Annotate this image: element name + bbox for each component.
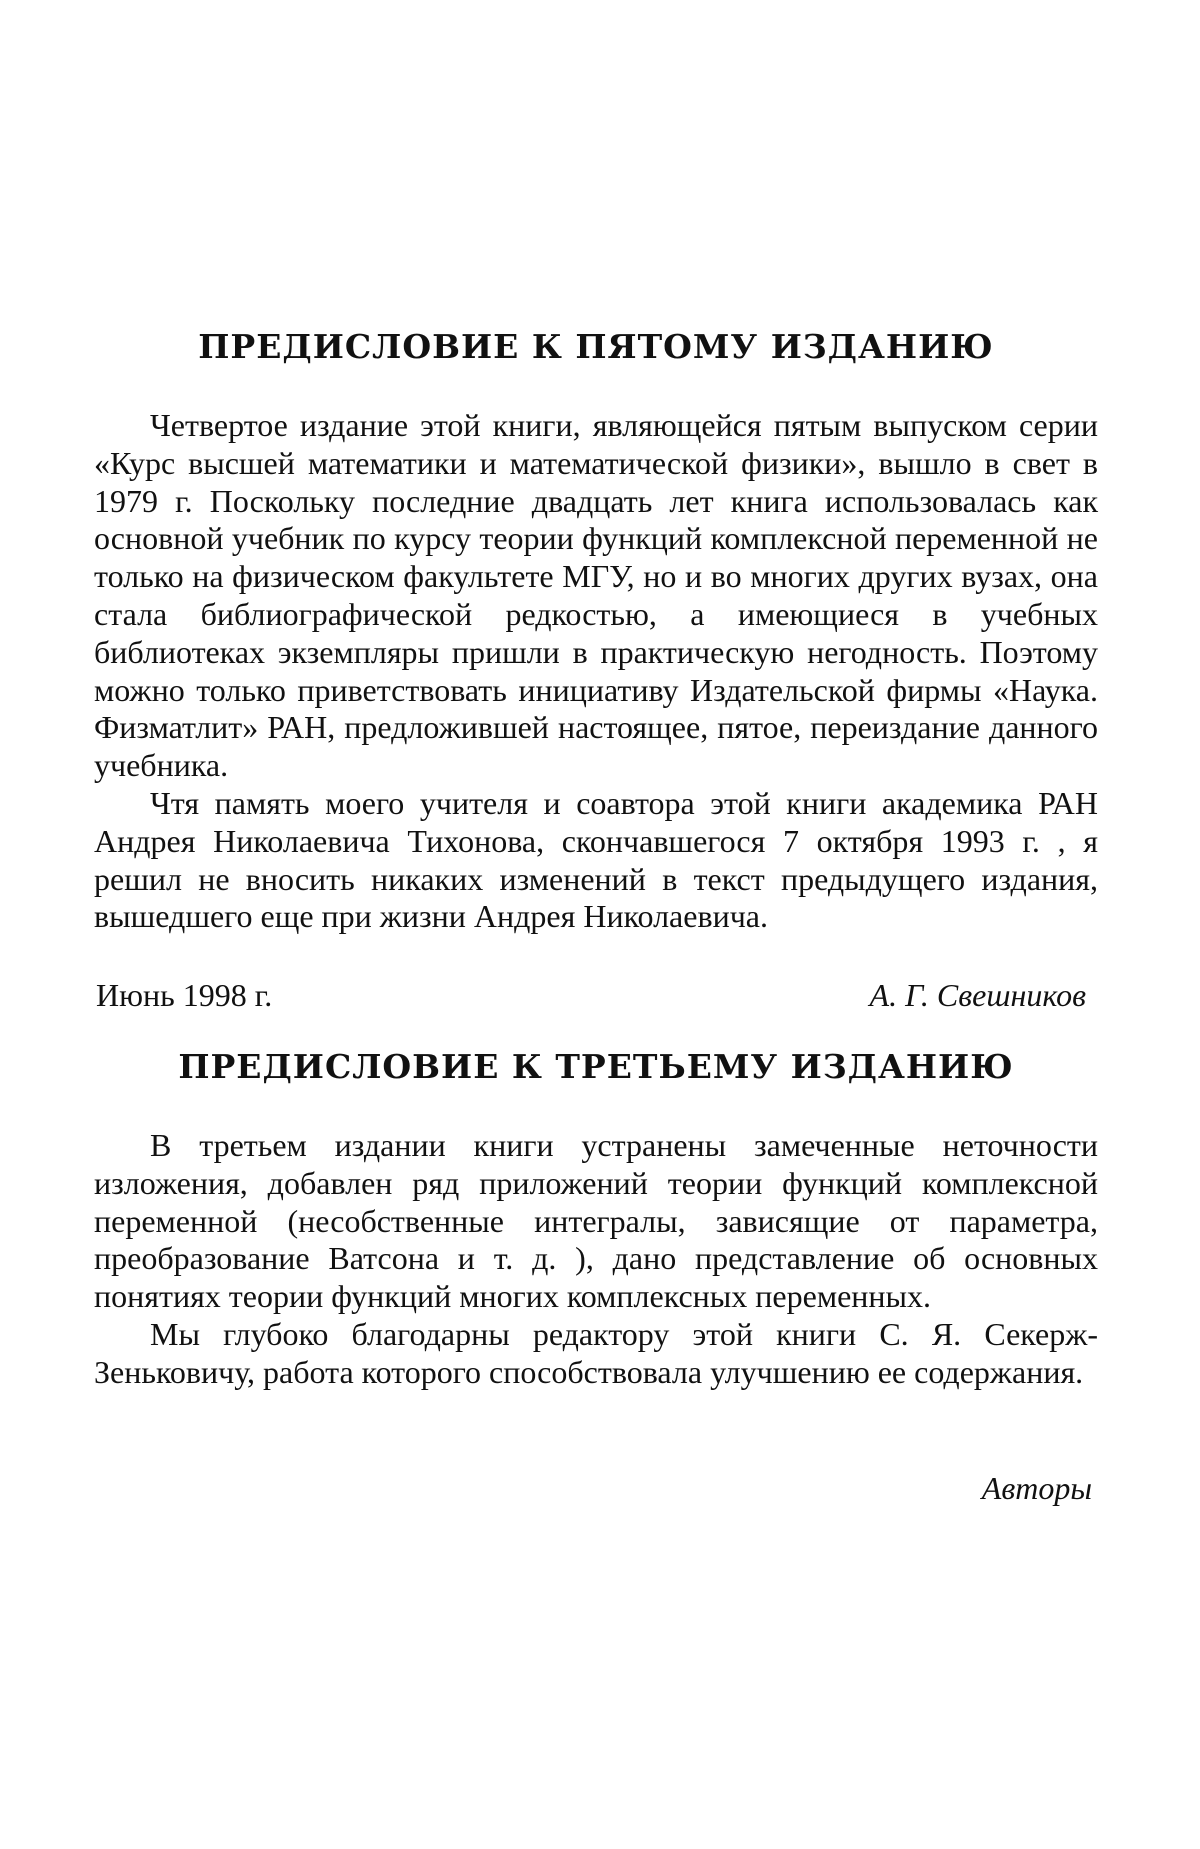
preface-date: Июнь 1998 г.: [96, 977, 273, 1013]
fifth-edition-preface-title: ПРЕДИСЛОВИЕ К ПЯТОМУ ИЗДАНИЮ: [198, 327, 994, 366]
author-signature: А. Г. Свешников: [869, 977, 1086, 1013]
fifth-edition-signature-row: [94, 977, 1098, 1014]
third-edition-preface-body: [94, 1127, 1098, 1392]
paragraph: В третьем издании книги устранены замеченные неточности изложения, добавлен ряд приложений теории функций комплексной переменной (несобственные интегралы, зависящие от параметра, преобразование Ватсона и т. д. ), дано представление об основных понятиях теории функций многих комплексных переменных.: [94, 1127, 1098, 1315]
paragraph: Мы глубоко благодарны редактору этой книги С. Я. Секерж-Зеньковичу, работа которого способствовала улучшению ее содержания.: [94, 1315, 1098, 1390]
fifth-edition-preface-body: [94, 407, 1098, 936]
authors-signature: Авторы: [981, 1470, 1092, 1506]
third-edition-preface-title: ПРЕДИСЛОВИЕ К ТРЕТЬЕМУ ИЗДАНИЮ: [178, 1047, 1014, 1086]
paragraph: Четвертое издание этой книги, являющейся пятым выпуском серии «Курс высшей математики и математической физики», вышло в свет в 1979 г. Поскольку последние двадцать лет книга использовалась как основной учебник по курсу теории функций комплексной переменной не только на физическом факультете МГУ, но и во многих других вузах, она стала библиографической редкостью, а имеющиеся в учебных библиотеках экземпляры пришли в практическую негодность. Поэтому можно только приветствовать инициативу Издательской фирмы «Наука. Физматлит» РАН, предложившей настоящее, пятое, переиздание данного учебника.: [94, 407, 1098, 784]
paragraph: Чтя память моего учителя и соавтора этой книги академика РАН Андрея Николаевича Тихонова, скончавшегося 7 октября 1993 г. , я решил не вносить никаких изменений в текст предыдущего издания, вышедшего еще при жизни Андрея Николаевича.: [94, 784, 1098, 935]
document-page: [94, 0, 1098, 1849]
